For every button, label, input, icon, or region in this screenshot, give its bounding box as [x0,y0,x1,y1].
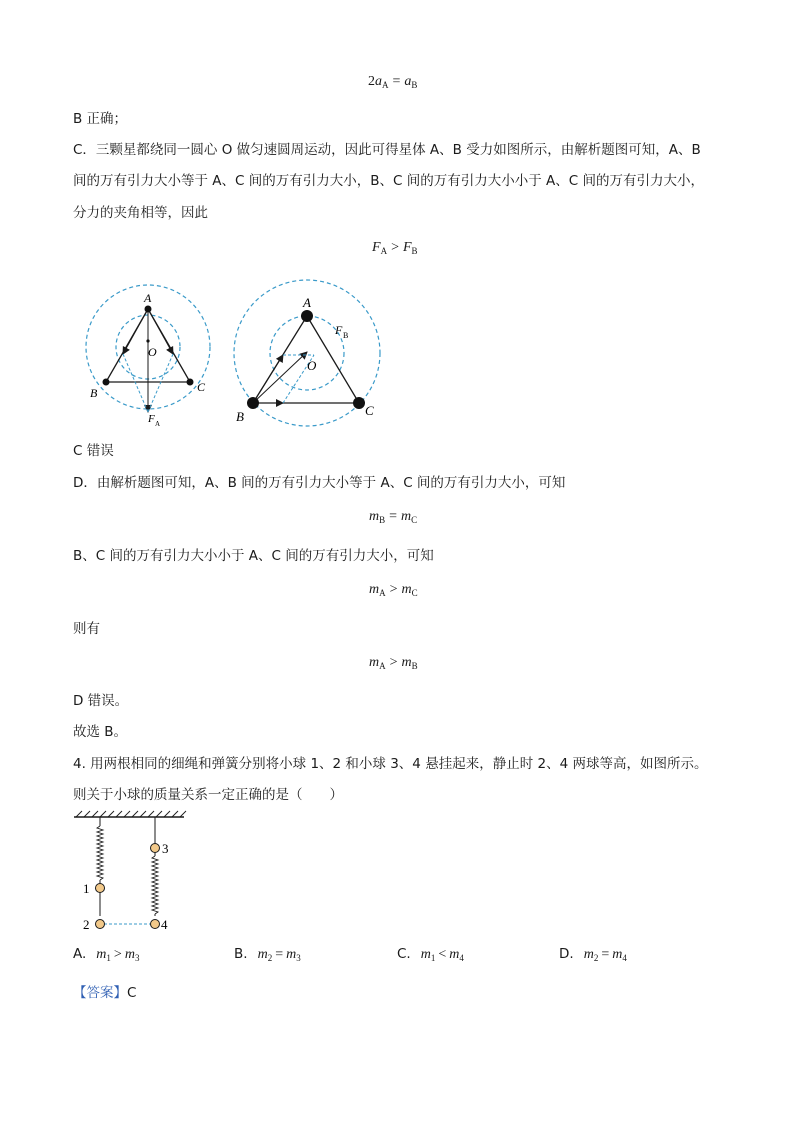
ball-2 [96,920,105,929]
option-d[interactable]: D. $m_2 = m_4$ [559,946,627,963]
ball-3 [151,844,160,853]
right-spring [152,856,158,914]
then-text: 则有 [73,621,100,637]
label-a: A [144,291,152,305]
c-analysis-line-2: 间的万有引力大小等于 A、C 间的万有引力大小，B、C 间的万有引力大小小于 A、C 间的万有引力大小， [73,173,704,189]
star-b [103,379,110,386]
center-o [146,339,149,342]
label-o: O [148,345,157,359]
ball-1 [96,884,105,893]
star-a [145,306,152,313]
left-spring [97,826,103,880]
label-c: C [365,403,374,418]
c-wrong-text: C 错误 [73,443,114,459]
answer-label: 【答案】 [73,985,127,1001]
star-b [247,397,259,409]
equation-ma-mb: $m_A > m_B$ [369,655,418,671]
label-fa-sub: A [155,420,161,428]
d-wrong-text: D 错误。 [73,693,129,709]
label-ball-3: 3 [162,841,169,856]
d-analysis-line-1: D．由解析题图可知，A、B 间的万有引力大小等于 A、C 间的万有引力大小，可知 [73,475,566,491]
d-analysis-line-2: B、C 间的万有引力大小小于 A、C 间的万有引力大小，可知 [73,548,434,564]
equation-mb-mc: $m_B = m_C$ [369,509,418,525]
label-a: A [303,295,311,310]
answer-line [73,984,136,1002]
option-b[interactable]: B. $m_2 = m_3$ [234,946,301,963]
label-ball-1: 1 [83,881,90,896]
label-fa: F [148,413,155,425]
star-c [187,379,194,386]
choose-text: 故选 B。 [73,724,128,740]
option-c[interactable]: C. $m_1 < m_4$ [397,946,464,963]
label-ball-2: 2 [83,917,90,932]
equation-acceleration: $2a_A = a_B$ [368,74,418,90]
spring-balls-figure [72,810,188,934]
star-c [353,397,365,409]
star-a [301,310,313,322]
question-4-line-2: 则关于小球的质量关系一定正确的是（ ） [73,787,343,803]
ball-4 [151,920,160,929]
label-b: B [236,409,244,424]
c-analysis-line-3: 分力的夹角相等，因此 [73,205,208,221]
label-b: B [90,386,98,400]
b-correct-text: B 正确； [73,111,128,127]
option-a[interactable]: A. $m_1 > m_3$ [73,946,140,963]
label-o: O [307,358,317,373]
question-4-line-1: 4. 用两根相同的细绳和弹簧分别将小球 1、2 和小球 3、4 悬挂起来，静止时 2、4 两球等高，如图所示。 [73,756,708,772]
answer-value: C [127,985,137,1001]
label-c: C [197,380,206,394]
label-fb-sub: B [343,331,349,340]
triple-star-figure-left [80,278,220,430]
label-fb: F [335,323,343,337]
label-ball-4: 4 [161,917,168,932]
c-analysis-line-1: C．三颗星都绕同一圆心 O 做匀速圆周运动，因此可得星体 A、B 受力如图所示，由解析题图可知，A、B [73,142,701,158]
equation-ma-mc: $m_A > m_C$ [369,582,418,598]
triple-star-figure-right [228,275,388,427]
equation-force: $F_A > F_B$ [372,240,418,256]
inner-orbit-circle [270,316,344,390]
